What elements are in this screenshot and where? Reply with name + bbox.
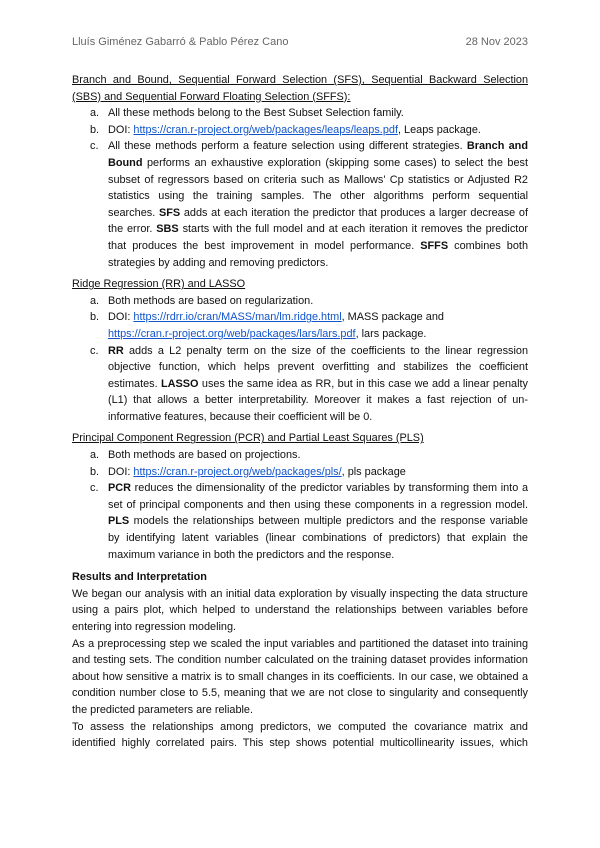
leaps-link[interactable]: https://cran.r-project.org/web/packages/leaps/leaps.pdf [133, 123, 398, 136]
item-text: , pls package [341, 465, 406, 478]
item-text: Both methods are based on regularization. [108, 294, 314, 307]
list-marker: a. [90, 294, 100, 307]
results-paragraph: We began our analysis with an initial data exploration by visually inspecting the data structure using a pairs plot, which helped to understand the relationships between variables before entering into regression modeling. [72, 587, 528, 633]
list-item [72, 447, 528, 464]
item-text: reduces the dimensionality of the predictor variables by transforming them into a set of principal components and then using these components in a regression model. [108, 482, 528, 511]
item-text: , Leaps package. [397, 123, 481, 136]
list-item [72, 343, 528, 426]
item-text: uses the same idea as RR, but in this case we add a linear penalty (L1) that allows a better interpretability. Moreover it makes a fast rejection of un-informative features, because their coefficient will be 0. [108, 377, 529, 423]
list-marker: c. [90, 482, 99, 495]
bold-term: RR [108, 344, 124, 357]
list-item [72, 309, 528, 342]
bold-term: SFFS [420, 239, 449, 252]
item-text: , MASS package and [341, 311, 444, 324]
list-ridge-lasso [72, 293, 528, 426]
list-marker: b. [90, 465, 100, 478]
list-marker: a. [90, 107, 100, 120]
item-text: models the relationships between multiple predictors and the response variable by identifying latent variables (linear combinations of predictors) that explain the maximum variance in both the predictors and the response. [108, 515, 528, 561]
bold-term: PLS [108, 515, 130, 528]
list-item [72, 480, 528, 563]
results-paragraph: To assess the relationships among predictors, we computed the covariance matrix and identified highly correlated pairs. This step shows potential multicollinearity issues, which [72, 720, 528, 750]
item-text: , lars package. [355, 327, 427, 340]
section-heading-pcr-pls: Principal Component Regression (PCR) and Partial Least Squares (PLS) [72, 432, 424, 445]
list-pcr-pls [72, 447, 528, 563]
list-item [72, 293, 528, 310]
list-marker: a. [90, 449, 100, 462]
item-text: DOI: [108, 465, 134, 478]
item-text: DOI: [108, 123, 134, 136]
item-text: DOI: [108, 311, 134, 324]
pls-link[interactable]: https://cran.r-project.org/web/packages/pls/ [133, 465, 342, 478]
item-text: All these methods belong to the Best Subset Selection family. [108, 107, 404, 120]
list-marker: b. [90, 311, 100, 324]
item-text: combines both strategies by adding and removing predictors. [108, 239, 528, 269]
item-text: adds at each iteration the predictor that produces a larger decrease of the error. [108, 206, 528, 236]
item-text: All these methods perform a feature selection using different strategies. [108, 140, 467, 153]
section-heading-subset-selection: Branch and Bound, Sequential Forward Selection (SFS), Sequential Backward Selection (SBS) and Sequential Forward Floating Selection (SFFS): [72, 74, 528, 103]
list-item [72, 138, 528, 271]
mass-link[interactable]: https://rdrr.io/cran/MASS/man/lm.ridge.html [133, 311, 342, 324]
bold-term: PCR [108, 482, 131, 495]
results-heading: Results and Interpretation [72, 571, 207, 584]
bold-term: SFS [158, 206, 181, 219]
item-text: adds a L2 penalty term on the size of the coefficients to the linear regression objective function, which helps prevent overfitting and stabilizes the coefficient estimates. [108, 344, 528, 390]
bold-term: LASSO [161, 377, 199, 390]
page-header [72, 34, 528, 51]
list-item [72, 464, 528, 481]
results-paragraph: As a preprocessing step we scaled the input variables and partitioned the dataset into training and testing sets. The condition number calculated on the training dataset provides information about how sensitive a matrix is to small changes in its coefficients. In our case, we obtained a condition number close to 5.5, meaning that we are not close to singularity and consequently the predicted parameters are reliable. [72, 637, 528, 716]
authors: Lluís Giménez Gabarró & Pablo Pérez Cano [72, 36, 289, 48]
item-text: starts with the full model and at each iteration it removes the predictor that produces the best improvement in model performance. [108, 223, 528, 252]
list-subset-selection [72, 105, 528, 271]
lars-link[interactable]: https://cran.r-project.org/web/packages/lars/lars.pdf [108, 327, 356, 340]
document-body [72, 72, 528, 752]
list-marker: c. [90, 140, 99, 153]
list-item [72, 105, 528, 122]
date: 28 Nov 2023 [465, 36, 528, 48]
item-text: Both methods are based on projections. [108, 449, 301, 462]
list-marker: c. [90, 344, 99, 357]
item-text: performs an exhaustive exploration (skipping some cases) to select the best subset of regressors based on criteria such as Mallows' Cp statistics or Adjusted R2 statistics using the training samples. The other algorithms perform sequential searches. [108, 156, 528, 219]
bold-term: SBS [156, 223, 179, 236]
list-marker: b. [90, 123, 100, 136]
list-item [72, 122, 528, 139]
bold-term: Branch and Bound [108, 140, 528, 169]
section-heading-ridge-lasso: Ridge Regression (RR) and LASSO [72, 278, 246, 291]
